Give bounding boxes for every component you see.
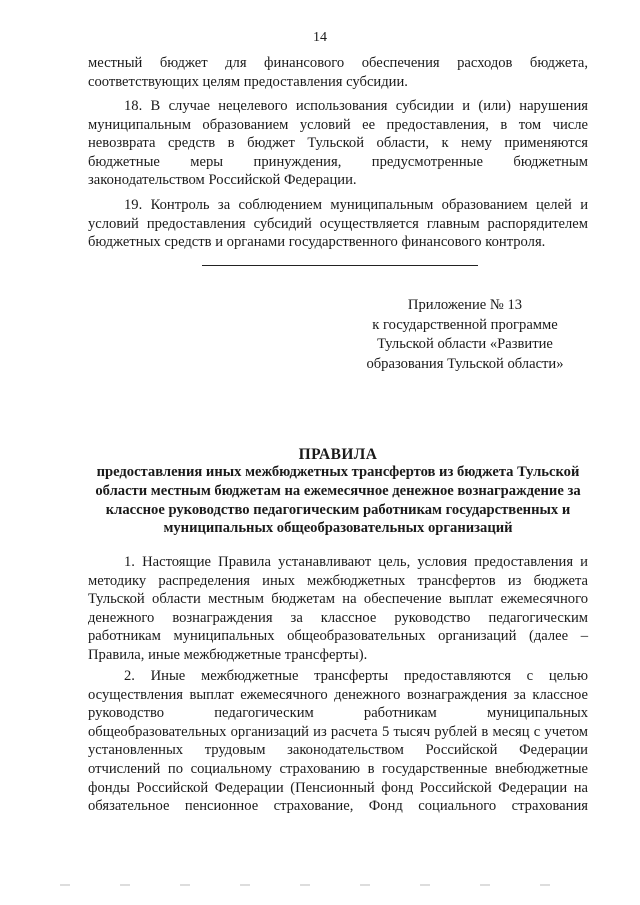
scan-artifacts (60, 884, 600, 886)
paragraph-continuation: местный бюджет для финансового обеспечения расходов бюджета, соответствующих целям предоставления субсидии. (88, 55, 588, 90)
rules-title: ПРАВИЛА (298, 446, 378, 463)
appendix-line-4: образования Тульской области» (366, 355, 564, 372)
appendix-line-3: Тульской области «Развитие (377, 336, 553, 352)
section-divider (202, 265, 478, 266)
page-number: 14 (313, 30, 327, 45)
appendix-block (360, 296, 570, 374)
appendix-line-2: к государственной программе (372, 316, 558, 333)
paragraph-19: 19. Контроль за соблюдением муниципальным образованием целей и условий предоставления субсидий осуществляется главным распорядителем бюджетных средств и органами государственного финансового контроля. (88, 197, 588, 251)
appendix-line-1: Приложение № 13 (407, 297, 523, 313)
rules-paragraph-2: 2. Иные межбюджетные трансферты предоставляются с целью осуществления выплат ежемесячного денежного вознаграждения за классное руководство педагогическим работникам муниципальных общеобразовательных организаций из расчета 5 тысяч рублей в месяц с учетом установленных трудовым законодательством Российской Федерации отчислений по социальному страхованию в государственные внебюджетные фонды Российской Федерации (Пенсионный фонд Российской Федерации на обязательное пенсионное страхование, Фонд социального страхования (88, 668, 588, 815)
paragraph-18: 18. В случае нецелевого использования субсидии и (или) нарушения муниципальным образованием условий ее предоставления, в том числе невозврата средств в бюджет Тульской области, к нему применяются бюджетные меры принуждения, предусмотренные бюджетным законодательством Российской Федерации. (88, 98, 588, 189)
rules-paragraph-1: 1. Настоящие Правила устанавливают цель, условия предоставления и методику распределения иных межбюджетных трансфертов из бюджета Тульской области местным бюджетам на обеспечение выплат ежемесячного денежного вознаграждения за классное руководство педагогическим работникам муниципальных общеобразовательных организаций (далее – Правила, иные межбюджетные трансферты). (88, 554, 588, 663)
rules-subtitle: предоставления иных межбюджетных трансфертов из бюджета Тульской области местным бюджетам на ежемесячное денежное вознаграждение за классное руководство педагогическим работникам государственных и муниципальных общеобразовательных организаций (95, 464, 581, 537)
